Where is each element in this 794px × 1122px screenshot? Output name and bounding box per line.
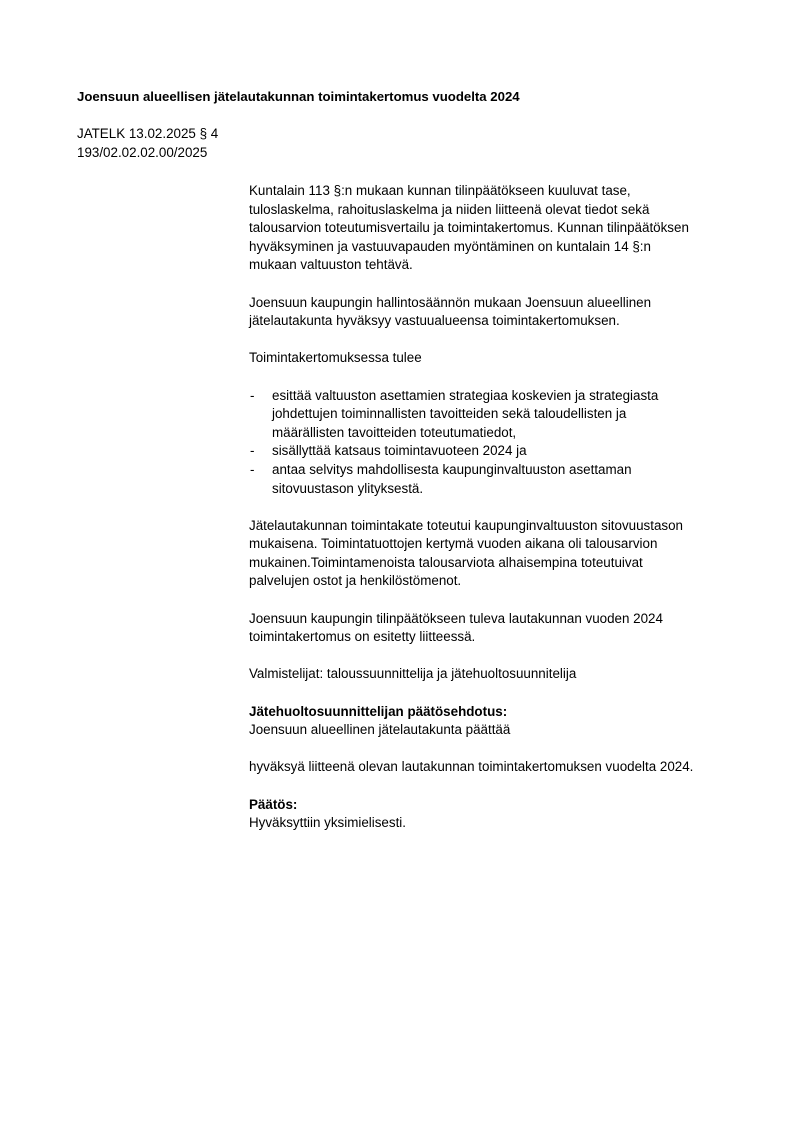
dash-bullet: - — [250, 461, 255, 477]
record-number: 193/02.02.02.00/2025 — [77, 144, 208, 160]
proposal-text: Joensuun alueellinen jätelautakunta päättää — [249, 722, 511, 738]
list-item: - antaa selvitys mahdollisesta kaupunginvaltuuston asettaman sitovuustason ylityksestä. — [250, 461, 632, 496]
decision-block — [249, 796, 749, 833]
dash-bullet: - — [250, 443, 255, 459]
proposal-heading: Jätehuoltosuunnittelijan päätösehdotus: — [249, 703, 508, 719]
list-item: - sisällyttää katsaus toimintavuoteen 2024 ja — [249, 442, 749, 461]
list-intro: Toimintakertomuksessa tulee — [249, 350, 422, 366]
proposal-action: hyväksyä liitteenä olevan lautakunnan toimintakertomuksen vuodelta 2024. — [249, 759, 694, 775]
decision-heading: Päätös: — [249, 796, 298, 812]
preparers-line: Valmistelijat: taloussuunnittelija ja jätehuoltosuunnitelija — [249, 666, 577, 682]
meeting-reference: JATELK 13.02.2025 § 4 — [77, 126, 219, 141]
paragraph-administrative-rules: Joensuun kaupungin hallintosäännön mukaan Joensuun alueellinen jätelautakunta hyväksyy vastuualueensa toimintakertomuksen. — [249, 294, 652, 329]
paragraph-municipal-act: Kuntalain 113 §:n mukaan kunnan tilinpäätökseen kuuluvat tase, tuloslaskelma, rahoituslaskelma ja niiden liitteenä olevat tiedot sekä talousarvion toteutumisvertailu ja toimintakertomus. Kunnan tilinpäätöksen hyväksyminen ja vastuuvapauden myöntäminen on kuntalain 14 §:n mukaan valtuuston tehtävä. — [249, 183, 689, 273]
paragraph-operating-margin: Jätelautakunnan toimintakate toteutui kaupunginvaltuuston sitovuustason mukaisena. Toimintatuottojen kertymä vuoden aikana oli talousarvion mukainen.Toimintamenoista talousarviota alhaisempina toteutuivat palvelujen ostot ja henkilöstömenot. — [249, 517, 684, 589]
requirements-list — [249, 387, 749, 499]
paragraph-attachment: Joensuun kaupungin tilinpäätökseen tuleva lautakunnan vuoden 2024 toimintakertomus on esitetty liitteessä. — [249, 610, 663, 645]
decision-text: Hyväksyttiin yksimielisesti. — [249, 815, 406, 831]
document-body — [249, 182, 749, 851]
list-item: - esittää valtuuston asettamien strategiaa koskevien ja strategiasta johdettujen toiminnallisten tavoitteiden sekä taloudellisten ja määrällisten tavoitteiden toteutumatiedot, — [250, 387, 659, 440]
proposal-block — [249, 703, 749, 740]
document-meta — [77, 125, 218, 162]
dash-bullet: - — [250, 387, 255, 403]
document-title: Joensuun alueellisen jätelautakunnan toimintakertomus vuodelta 2024 — [77, 89, 520, 104]
